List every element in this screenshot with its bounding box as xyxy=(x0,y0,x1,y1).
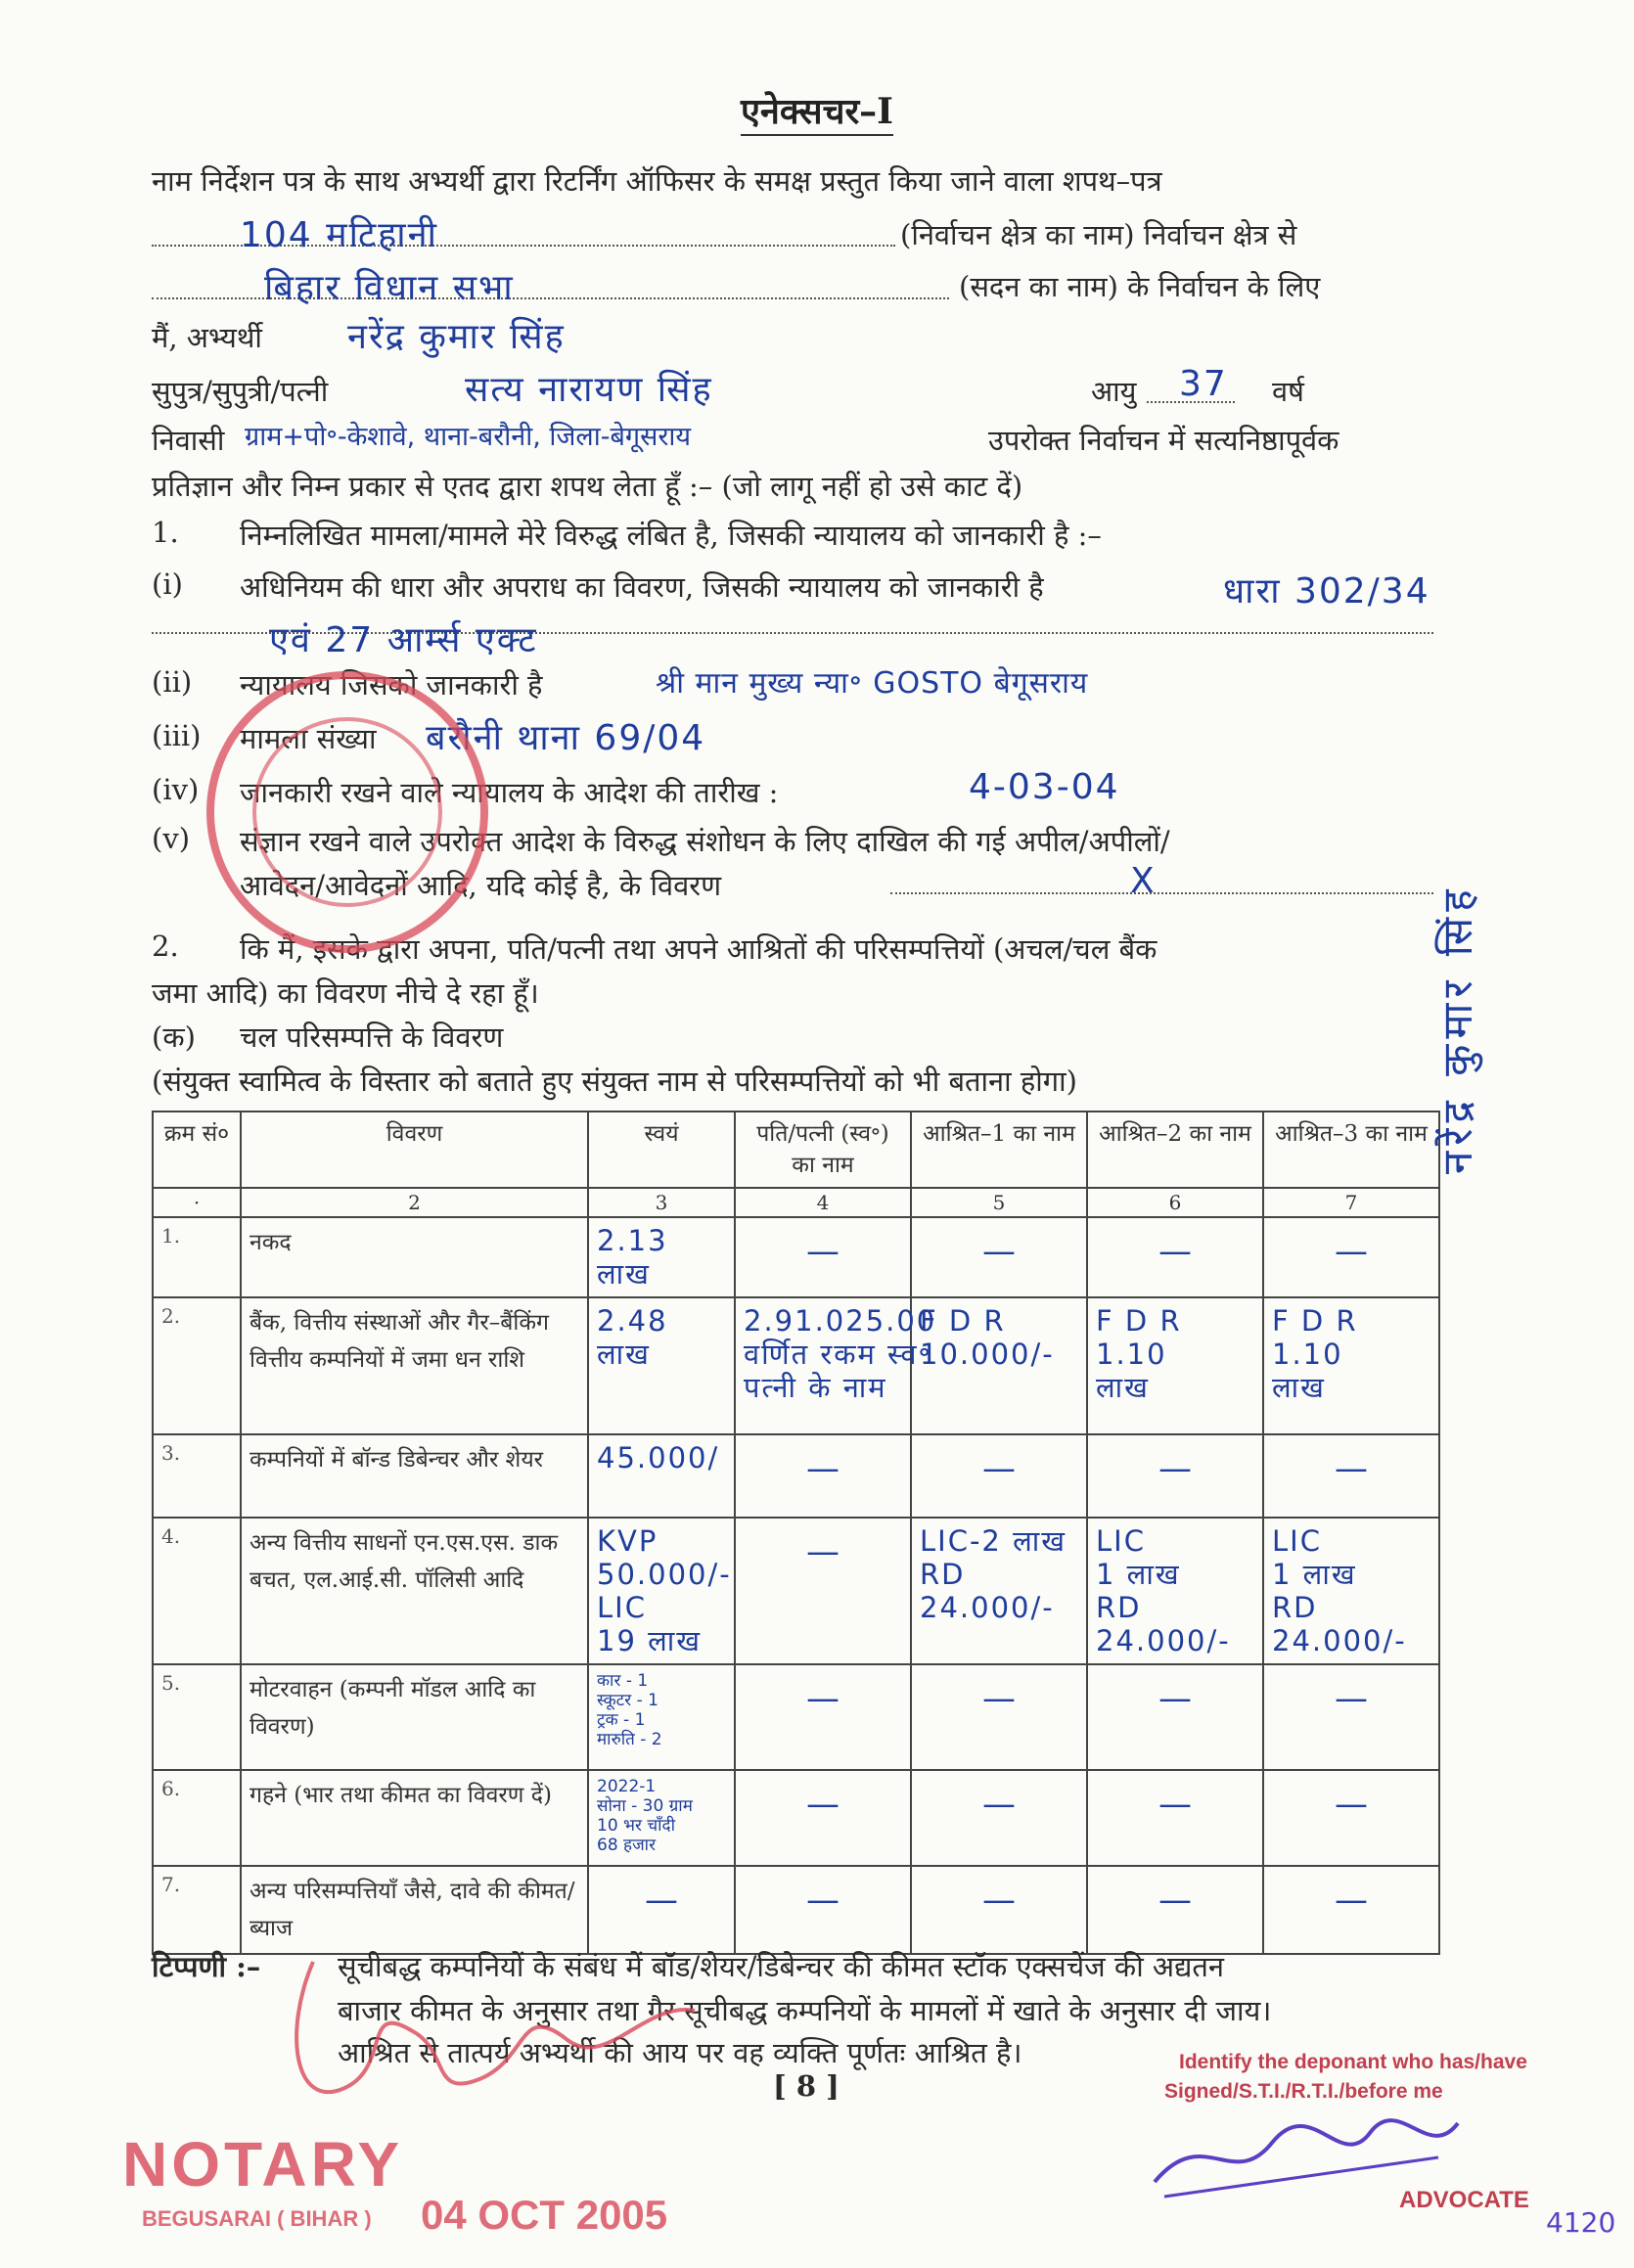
handwritten-entry: 10 भर चाँदी xyxy=(597,1816,675,1836)
handwritten-entry: F D R xyxy=(1096,1304,1182,1338)
section1-number: 1. xyxy=(152,516,179,549)
colnum-7: 7 xyxy=(1263,1188,1439,1217)
handwritten-entry: — xyxy=(806,1449,840,1488)
handwritten-entry: — xyxy=(982,1881,1016,1920)
oath-line: प्रतिज्ञान और निम्न प्रकार से एतद द्वारा शपथ लेता हूँ :– (जो लागू नहीं हो उसे काट दें) xyxy=(152,470,1023,503)
cell-spouse xyxy=(735,1217,911,1297)
handwritten-entry: 24.000/- xyxy=(1096,1624,1231,1657)
handwritten-entry: 24.000/- xyxy=(920,1591,1055,1624)
handwritten-entry: लाख xyxy=(597,1338,651,1371)
handwritten-entry: — xyxy=(806,1881,840,1920)
cell-spouse xyxy=(735,1866,911,1954)
handwritten-entry: 2.48 xyxy=(597,1304,668,1338)
item-i-number: (i) xyxy=(152,567,183,601)
age-unit: वर्ष xyxy=(1272,375,1304,408)
handwritten-entry: 1 लाख xyxy=(1096,1558,1181,1591)
handwritten-entry: F D R xyxy=(1272,1304,1358,1338)
handwritten-entry: 10.000/- xyxy=(920,1338,1055,1371)
handwritten-entry: — xyxy=(1158,1785,1192,1824)
item-i-text: अधिनियम की धारा और अपराध का विवरण, जिसकी न्यायालय को जानकारी है xyxy=(240,570,1044,604)
cell-dependent3 xyxy=(1263,1297,1439,1434)
row-serial: 2. xyxy=(153,1297,241,1434)
handwritten-entry: — xyxy=(982,1232,1016,1271)
cell-dependent2 xyxy=(1087,1217,1263,1297)
cell-self xyxy=(588,1866,735,1954)
item-iv-text: जानकारी रखने वाले न्यायालय के आदेश की तारीख : xyxy=(240,776,779,809)
handwritten-entry: लाख xyxy=(597,1257,651,1291)
handwritten-entry: 2.91.025.00 xyxy=(744,1304,937,1338)
colnum-6: 6 xyxy=(1087,1188,1263,1217)
joint-ownership-note: (संयुक्त स्वामित्व के विस्तार को बताते हुए संयुक्त नाम से परिसम्पत्तियों को भी बताना होगा) xyxy=(152,1065,1077,1098)
header-self: स्वयं xyxy=(588,1111,735,1188)
table-row xyxy=(153,1217,1439,1297)
handwritten-entry: 50.000/- xyxy=(597,1558,732,1591)
section2-text: कि मैं, इसके द्वारा अपना, पति/पत्नी तथा अपने आश्रितों की परिसम्पत्तियों (अचल/चल बैंक xyxy=(240,932,1157,966)
handwritten-entry: — xyxy=(1335,1785,1368,1824)
candidate-label: मैं, अभ्यर्थी xyxy=(152,321,262,354)
handwritten-entry: — xyxy=(982,1785,1016,1824)
subsection-k-text: चल परिसम्पत्ति के विवरण xyxy=(240,1021,504,1054)
table-row xyxy=(153,1866,1439,1954)
movable-assets-table xyxy=(152,1111,1440,1955)
relation-label: सुपुत्र/सुपुत्री/पत्नी xyxy=(152,375,329,408)
cell-spouse xyxy=(735,1770,911,1866)
table-row xyxy=(153,1518,1439,1664)
handwritten-entry: — xyxy=(806,1532,840,1571)
note-line3: आश्रित से तात्पर्य अभ्यर्थी की आय पर वह व्यक्ति पूर्णतः आश्रित है। xyxy=(338,2036,1022,2069)
cell-dependent3 xyxy=(1263,1770,1439,1866)
handwritten-entry: — xyxy=(1158,1679,1192,1718)
handwritten-entry: 45.000/ xyxy=(597,1441,720,1474)
table-row xyxy=(153,1770,1439,1866)
header-dependent1: आश्रित–1 का नाम xyxy=(911,1111,1087,1188)
age-label: आयु xyxy=(1091,375,1137,408)
resident-tail: उपरोक्त निर्वाचन में सत्यनिष्ठापूर्वक xyxy=(988,424,1339,457)
handwritten-entry: 68 हजार xyxy=(597,1836,657,1855)
handwritten-entry: 2022-1 xyxy=(597,1777,657,1796)
notary-stamp: NOTARY xyxy=(122,2129,404,2200)
item-v-text: संज्ञान रखने वाले उपरोक्त आदेश के विरुद्ध संशोधन के लिए दाखिल की गई अपील/अपीलों/ xyxy=(240,825,1170,858)
handwritten-entry: — xyxy=(806,1785,840,1824)
handwritten-entry: — xyxy=(982,1679,1016,1718)
item-ii-number: (ii) xyxy=(152,665,193,699)
handwritten-entry: — xyxy=(645,1881,678,1920)
colnum-3: 3 xyxy=(588,1188,735,1217)
cell-dependent1 xyxy=(911,1217,1087,1297)
row-description: कम्पनियों में बॉन्ड डिबेन्चर और शेयर xyxy=(241,1434,588,1518)
handwritten-entry: 1.10 xyxy=(1272,1338,1343,1371)
cell-dependent1 xyxy=(911,1518,1087,1664)
handwritten-entry: मारुति - 2 xyxy=(597,1730,662,1749)
table-row xyxy=(153,1434,1439,1518)
handwritten-entry: — xyxy=(1335,1881,1368,1920)
cell-spouse xyxy=(735,1434,911,1518)
row-description: अन्य वित्तीय साधनों एन.एस.एस. डाक बचत, एल.आई.सी. पॉलिसी आदि xyxy=(241,1518,588,1664)
item-ii-text: न्यायालय जिसको जानकारी है xyxy=(240,668,543,702)
colnum-4: 4 xyxy=(735,1188,911,1217)
section2-number: 2. xyxy=(152,930,179,963)
handwritten-entry: पत्नी के नाम xyxy=(744,1371,887,1404)
handwritten-entry: LIC xyxy=(1272,1524,1322,1558)
item-iii-number: (iii) xyxy=(152,719,202,752)
cell-dependent2 xyxy=(1087,1518,1263,1664)
table-row xyxy=(153,1297,1439,1434)
page-title: एनेक्सचर–I xyxy=(0,86,1634,134)
handwritten-entry: — xyxy=(1335,1449,1368,1488)
handwritten-entry: — xyxy=(1335,1232,1368,1271)
handwritten-entry: 2.13 xyxy=(597,1224,668,1257)
advocate-number: 4120 xyxy=(1546,2206,1616,2239)
colnum-2: 2 xyxy=(241,1188,588,1217)
handwritten-entry: — xyxy=(1158,1881,1192,1920)
handwritten-entry: सोना - 30 ग्राम xyxy=(597,1796,693,1816)
cell-dependent3 xyxy=(1263,1217,1439,1297)
row-serial: 7. xyxy=(153,1866,241,1954)
table-row xyxy=(153,1664,1439,1770)
cell-spouse xyxy=(735,1297,937,1434)
item-iv-number: (iv) xyxy=(152,773,200,806)
round-seal xyxy=(191,656,514,969)
cell-self xyxy=(588,1664,735,1770)
subsection-k-number: (क) xyxy=(152,1021,196,1054)
cell-dependent3 xyxy=(1263,1434,1439,1518)
identify-stamp-line2: Signed/S.T.I./R.T.I./before me xyxy=(1164,2080,1443,2103)
cell-dependent1 xyxy=(911,1866,1087,1954)
item-v-handwritten: X xyxy=(1130,861,1157,901)
margin-signature: नरेंद्र कुमार सिंह xyxy=(1433,884,1481,1174)
header-description: विवरण xyxy=(241,1111,588,1188)
header-spouse: पति/पत्नी (स्व॰) का नाम xyxy=(735,1111,911,1188)
row-description: नकद xyxy=(241,1217,588,1297)
cell-dependent2 xyxy=(1087,1664,1263,1770)
resident-address-handwritten: ग्राम+पो॰-केशावे, थाना-बरौनी, जिला-बेगूसराय xyxy=(245,422,692,452)
row-description: बैंक, वित्तीय संस्थाओं और गैर–बैंकिंग वित्तीय कम्पनियों में जमा धन राशि xyxy=(241,1297,588,1434)
item-v-dotline xyxy=(890,871,1433,894)
handwritten-entry: 1 लाख xyxy=(1272,1558,1357,1591)
header-dependent2: आश्रित–2 का नाम xyxy=(1087,1111,1263,1188)
notary-signature xyxy=(274,1942,783,2138)
row-description: मोटरवाहन (कम्पनी मॉडल आदि का विवरण) xyxy=(241,1664,588,1770)
house-handwritten: बिहार विधान सभा xyxy=(264,268,515,308)
item-ii-handwritten: श्री मान मुख्य न्या॰ GOSTO बेगूसराय xyxy=(656,666,1089,701)
cell-self xyxy=(588,1770,735,1866)
constituency-handwritten: 104 मटिहानी xyxy=(240,215,438,255)
item-v-text2: आवेदन/आवेदनों आदि, यदि कोई है, के विवरण xyxy=(240,869,722,902)
cell-self xyxy=(588,1518,735,1664)
house-label: (सदन का नाम) के निर्वाचन के लिए xyxy=(959,270,1321,303)
note-label: टिप्पणी :– xyxy=(152,1950,261,1983)
item-iii-handwritten: बरौनी थाना 69/04 xyxy=(426,718,706,758)
item-v-number: (v) xyxy=(152,822,191,855)
handwritten-entry: 24.000/- xyxy=(1272,1624,1407,1657)
item-iii-text: मामला संख्या xyxy=(240,722,377,755)
handwritten-entry: कार - 1 xyxy=(597,1671,649,1691)
handwritten-entry: RD xyxy=(1096,1591,1142,1624)
handwritten-entry: 19 लाख xyxy=(597,1624,703,1657)
note-line1: सूचीबद्ध कम्पनियों के संबंध में बॉड/शेयर/डिबेन्चर की कीमत स्टॉक एक्सचेंज की अद्यतन xyxy=(338,1950,1224,1983)
candidate-name-handwritten: नरेंद्र कुमार सिंह xyxy=(347,317,566,357)
page-number: [ 8 ] xyxy=(773,2069,840,2103)
item-iv-handwritten: 4-03-04 xyxy=(969,767,1120,807)
relation-name-handwritten: सत्य नारायण सिंह xyxy=(465,370,713,410)
handwritten-entry: — xyxy=(806,1232,840,1271)
constituency-label: (निर्वाचन क्षेत्र का नाम) निर्वाचन क्षेत्र से xyxy=(900,218,1297,251)
notary-place: BEGUSARAI ( BIHAR ) xyxy=(142,2206,372,2231)
cell-self xyxy=(588,1297,735,1434)
cell-dependent3 xyxy=(1263,1518,1439,1664)
handwritten-entry: 1.10 xyxy=(1096,1338,1167,1371)
cell-spouse xyxy=(735,1518,911,1664)
row-description: गहने (भार तथा कीमत का विवरण दें) xyxy=(241,1770,588,1866)
cell-dependent1 xyxy=(911,1297,1087,1434)
cell-dependent2 xyxy=(1087,1770,1263,1866)
cell-dependent2 xyxy=(1087,1866,1263,1954)
cell-self xyxy=(588,1434,735,1518)
cell-dependent1 xyxy=(911,1770,1087,1866)
section1-text: निम्नलिखित मामला/मामले मेरे विरुद्ध लंबित है, जिसकी न्यायालय को जानकारी है :– xyxy=(240,519,1102,552)
cell-dependent1 xyxy=(911,1664,1087,1770)
identify-stamp-line1: Identify the deponant who has/have xyxy=(1179,2051,1527,2073)
handwritten-entry: LIC-2 लाख xyxy=(920,1524,1067,1558)
handwritten-entry: ट्रक - 1 xyxy=(597,1710,646,1730)
handwritten-entry: — xyxy=(806,1679,840,1718)
handwritten-entry: LIC xyxy=(1096,1524,1146,1558)
handwritten-entry: स्कूटर - 1 xyxy=(597,1691,658,1710)
resident-label: निवासी xyxy=(152,424,225,457)
colnum-5: 5 xyxy=(911,1188,1087,1217)
cell-self xyxy=(588,1217,735,1297)
row-serial: 4. xyxy=(153,1518,241,1664)
handwritten-entry: लाख xyxy=(1096,1371,1150,1404)
handwritten-entry: KVP xyxy=(597,1524,658,1558)
header-dependent3: आश्रित–3 का नाम xyxy=(1263,1111,1439,1188)
age-handwritten: 37 xyxy=(1179,364,1228,404)
cell-dependent1 xyxy=(911,1434,1087,1518)
row-serial: 1. xyxy=(153,1217,241,1297)
handwritten-entry: — xyxy=(1335,1679,1368,1718)
row-serial: 6. xyxy=(153,1770,241,1866)
cell-spouse xyxy=(735,1664,911,1770)
advocate-stamp: ADVOCATE xyxy=(1399,2187,1529,2213)
colnum-1: · xyxy=(153,1188,241,1217)
header-serial: क्रम सं० xyxy=(153,1111,241,1188)
cell-dependent2 xyxy=(1087,1297,1263,1434)
row-description: अन्य परिसम्पत्तियाँ जैसे, दावे की कीमत/ब्याज xyxy=(241,1866,588,1954)
item-i-handwritten-line2: एवं 27 आर्म्स एक्ट xyxy=(269,620,538,660)
cell-dependent2 xyxy=(1087,1434,1263,1518)
handwritten-entry: — xyxy=(1158,1232,1192,1271)
cell-dependent3 xyxy=(1263,1866,1439,1954)
handwritten-entry: LIC xyxy=(597,1591,647,1624)
section2-text2: जमा आदि) का विवरण नीचे दे रहा हूँ। xyxy=(152,976,539,1010)
handwritten-entry: लाख xyxy=(1272,1371,1326,1404)
handwritten-entry: — xyxy=(1158,1449,1192,1488)
handwritten-entry: — xyxy=(982,1449,1016,1488)
handwritten-entry: F D R xyxy=(920,1304,1006,1338)
handwritten-entry: RD xyxy=(1272,1591,1318,1624)
note-line2: बाजार कीमत के अनुसार तथा गैर सूचीबद्ध कम्पनियों के मामलों में खाते के अनुसार दी जाय। xyxy=(338,1994,1272,2027)
row-serial: 3. xyxy=(153,1434,241,1518)
header-line1: नाम निर्देशन पत्र के साथ अभ्यर्थी द्वारा रिटर्निंग ऑफिसर के समक्ष प्रस्तुत किया जाने वाला शपथ–पत्र xyxy=(152,164,1162,198)
handwritten-entry: वर्णित रकम स्व॰ xyxy=(744,1338,932,1371)
notary-date-stamp: 04 OCT 2005 xyxy=(421,2192,668,2238)
cell-dependent3 xyxy=(1263,1664,1439,1770)
item-i-handwritten: धारा 302/34 xyxy=(1223,571,1430,612)
row-serial: 5. xyxy=(153,1664,241,1770)
handwritten-entry: RD xyxy=(920,1558,966,1591)
